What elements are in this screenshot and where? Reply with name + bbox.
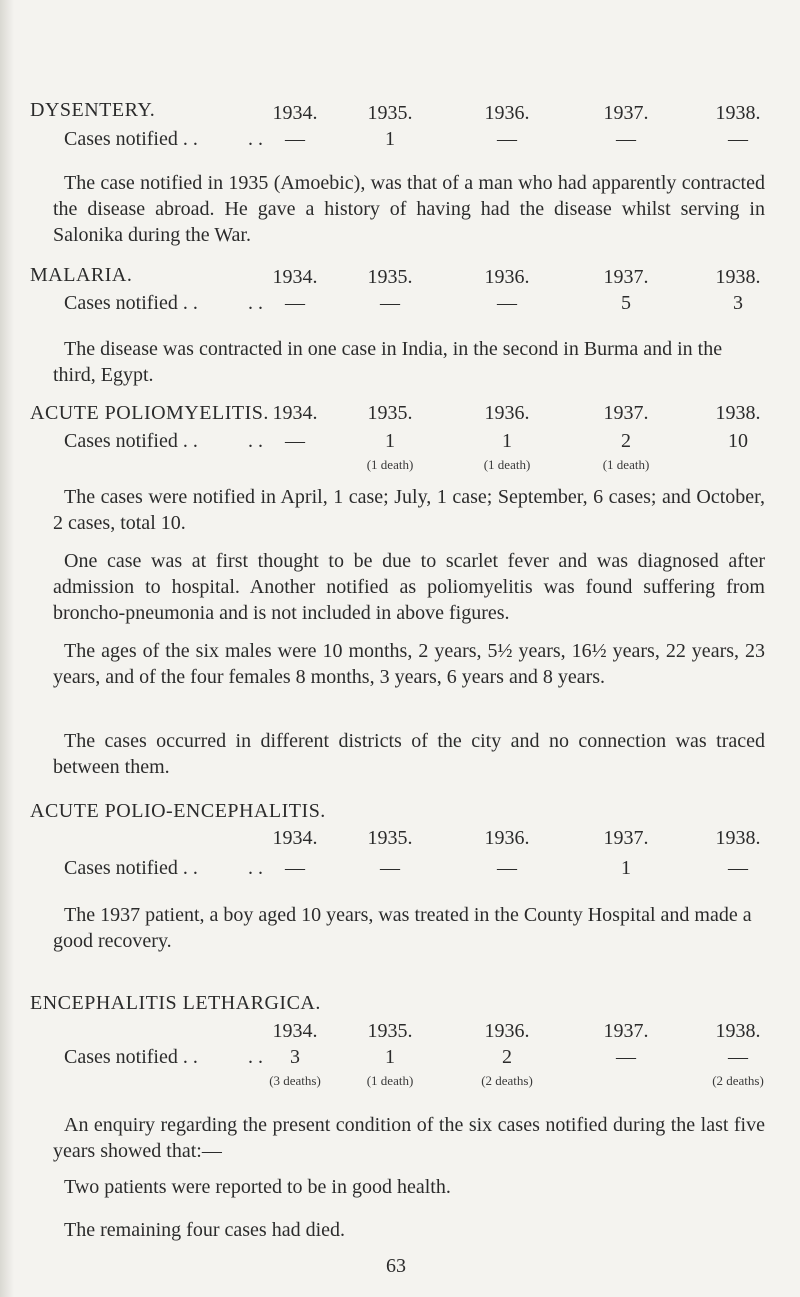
year-header: 1934. <box>272 1020 318 1042</box>
year-header: 1936. <box>484 1020 530 1042</box>
cases-value: — <box>728 1046 748 1068</box>
cases-value: 3 <box>733 292 743 314</box>
cases-value: 1 <box>385 128 395 150</box>
cases-value: — <box>497 292 517 314</box>
polio-encephalitis-paragraph: The 1937 patient, a boy aged 10 years, was treated in the County Hospital and made a good recovery. <box>53 904 752 952</box>
cases-value: — <box>497 128 517 150</box>
poliomyelitis-paragraph: The cases occurred in different districts of the city and no connection was traced between them. <box>53 730 765 778</box>
cases-value: — <box>285 128 305 150</box>
year-header: 1934. <box>272 402 318 424</box>
year-header: 1938. <box>715 402 761 424</box>
year-header: 1938. <box>715 102 761 124</box>
year-header: 1935. <box>367 1020 413 1042</box>
year-header: 1937. <box>603 1020 649 1042</box>
cases-notified-label: Cases notified . . <box>64 857 198 879</box>
year-header: 1937. <box>603 402 649 424</box>
polio-encephalitis-heading: ACUTE POLIO-ENCEPHALITIS. <box>30 800 326 822</box>
cases-value: 10 <box>728 430 748 452</box>
cases-value: — <box>380 857 400 879</box>
year-header: 1936. <box>484 266 530 288</box>
year-header: 1938. <box>715 827 761 849</box>
year-header: 1934. <box>272 102 318 124</box>
cases-value: 1 <box>385 1046 395 1068</box>
year-header: 1934. <box>272 266 318 288</box>
cases-value: 1 <box>502 430 512 452</box>
poliomyelitis-paragraph: The ages of the six males were 10 months, 2 years, 5½ years, 16½ years, 22 years, 23 years, and of the four females 8 months, 3 years, 6 years and 8 years. <box>53 640 765 688</box>
cases-value: 2 <box>621 430 631 452</box>
cases-value: 2 <box>502 1046 512 1068</box>
year-header: 1936. <box>484 402 530 424</box>
year-header: 1935. <box>367 102 413 124</box>
page-edge-shadow <box>0 0 14 1297</box>
deaths-note: (1 death) <box>366 1073 414 1088</box>
year-header: 1935. <box>367 402 413 424</box>
encephalitis-lethargica-paragraph: An enquiry regarding the present condition of the six cases notified during the last five years showed that:— <box>53 1114 765 1162</box>
cases-value: — <box>728 128 748 150</box>
dot-leader: . . <box>248 430 263 452</box>
cases-value: 3 <box>290 1046 300 1068</box>
dot-leader: . . <box>248 292 263 314</box>
deaths-note: (2 deaths) <box>712 1073 764 1088</box>
poliomyelitis-paragraph: One case was at first thought to be due to scarlet fever and was diagnosed after admission to hospital. Another notified as poliomyelitis was found suffering from broncho-pneumonia and is not included in above figures. <box>53 550 765 624</box>
year-header: 1937. <box>603 102 649 124</box>
encephalitis-lethargica-heading: ENCEPHALITIS LETHARGICA. <box>30 992 321 1014</box>
cases-value: — <box>285 430 305 452</box>
year-header: 1935. <box>367 827 413 849</box>
poliomyelitis-heading: ACUTE POLIOMYELITIS. <box>30 402 269 424</box>
cases-value: 1 <box>621 857 631 879</box>
poliomyelitis-paragraph: The cases were notified in April, 1 case; July, 1 case; September, 6 cases; and October, 2 cases, total 10. <box>53 486 765 534</box>
cases-notified-label: Cases notified . . <box>64 430 198 452</box>
cases-notified-label: Cases notified . . <box>64 1046 198 1068</box>
dot-leader: . . <box>248 857 263 879</box>
dot-leader: . . <box>248 128 263 150</box>
dot-leader: . . <box>248 1046 263 1068</box>
cases-value: — <box>285 292 305 314</box>
malaria-heading: MALARIA. <box>30 264 133 286</box>
dysentery-heading: DYSENTERY. <box>30 99 156 121</box>
year-header: 1937. <box>603 266 649 288</box>
cases-notified-label: Cases notified . . <box>64 128 198 150</box>
year-header: 1936. <box>484 827 530 849</box>
page-number: 63 <box>386 1255 406 1277</box>
cases-value: 1 <box>385 430 395 452</box>
malaria-paragraph: The disease was contracted in one case in India, in the second in Burma and in the third, Egypt. <box>53 338 723 386</box>
deaths-note: (1 death) <box>602 457 650 472</box>
year-header: 1935. <box>367 266 413 288</box>
deaths-note: (2 deaths) <box>481 1073 533 1088</box>
year-header: 1936. <box>484 102 530 124</box>
cases-value: — <box>285 857 305 879</box>
year-header: 1938. <box>715 266 761 288</box>
year-header: 1937. <box>603 827 649 849</box>
year-header: 1934. <box>272 827 318 849</box>
cases-value: — <box>616 1046 636 1068</box>
cases-value: 5 <box>621 292 631 314</box>
cases-value: — <box>616 128 636 150</box>
cases-value: — <box>728 857 748 879</box>
encephalitis-lethargica-paragraph: The remaining four cases had died. <box>64 1219 346 1241</box>
cases-notified-label: Cases notified . . <box>64 292 198 314</box>
year-header: 1938. <box>715 1020 761 1042</box>
dysentery-paragraph: The case notified in 1935 (Amoebic), was that of a man who had apparently contracted the disease abroad. He gave a history of having had the disease whilst serving in Salonika during the War. <box>53 172 765 246</box>
deaths-note: (1 death) <box>366 457 414 472</box>
deaths-note: (1 death) <box>483 457 531 472</box>
encephalitis-lethargica-paragraph: Two patients were reported to be in good health. <box>64 1176 451 1198</box>
cases-value: — <box>497 857 517 879</box>
cases-value: — <box>380 292 400 314</box>
deaths-note: (3 deaths) <box>269 1073 321 1088</box>
